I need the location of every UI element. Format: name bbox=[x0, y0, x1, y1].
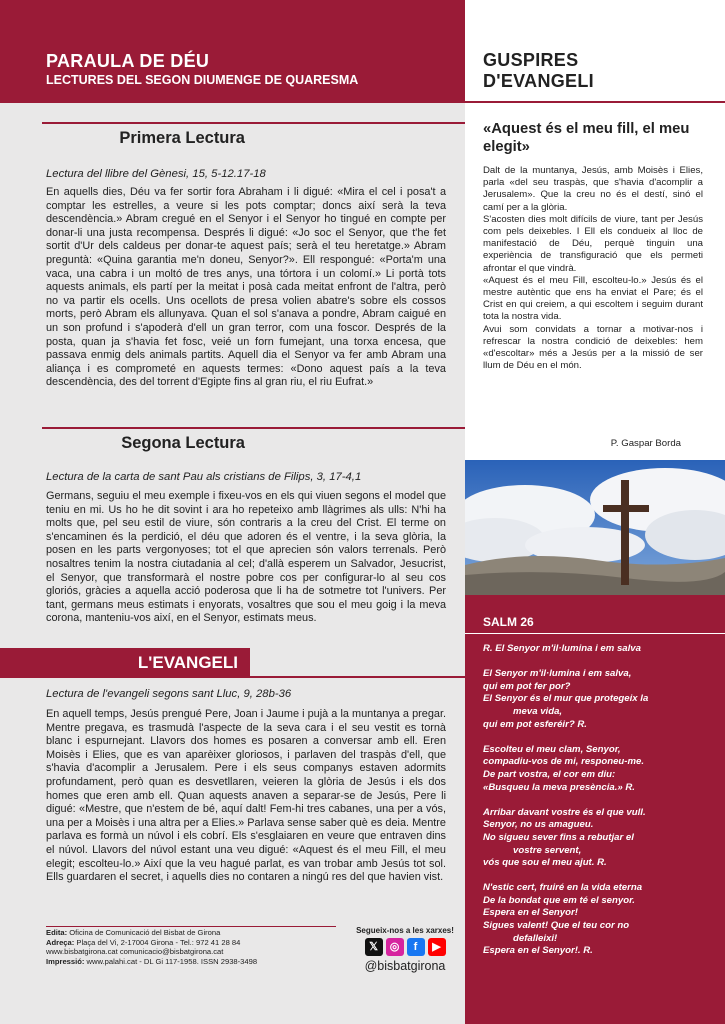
psalm-stanza bbox=[483, 744, 718, 794]
verse-line: qui em pot fer por? bbox=[483, 680, 571, 692]
verse-line: De part vostra, el cor em diu: bbox=[483, 768, 616, 780]
divider bbox=[465, 633, 725, 634]
first-reading-ref: Lectura del llibre del Gènesi, 15, 5-12.17-18 bbox=[46, 168, 266, 180]
guspires-title-2: D'EVANGELI bbox=[483, 71, 594, 91]
page-header bbox=[0, 0, 465, 103]
verse-line: vostre servent, bbox=[513, 844, 582, 856]
cross-photo bbox=[465, 460, 725, 595]
second-reading-text: Germans, seguiu el meu exemple i fixeu-vos en els qui viuen segons el model que teniu en mi. Us ho he dit sovint i ara ho repeteixo amb llàgrimes als ulls: N'hi ha molts que, pel seu estil de viure, són contraris a la creu del Crist. El terme on s'encaminen és la perdició, el déu que adoren és el ventre, i la seva glòria, la posen en les parts vergonyoses; tot el que aprecien són valors terrenals. Però nosaltres tenim la nostra ciutadania al cel; d'allà esperem un Salvador, Jesucrist, el Senyor, que transformarà el nostre pobre cos per configurar-lo al seu cos gloriós, gràcies a aquella acció poderosa que li ha de sotmetre tot l'univers. Per tant, germans meus estimats i enyorats, vosaltres que sou el meu goig i la meva corona, manteniu-vos així, en el Senyor, estimats meus. bbox=[46, 490, 446, 625]
instagram-icon[interactable]: ◎ bbox=[386, 938, 404, 956]
psalm-response: R. El Senyor m'il·lumina i em salva bbox=[483, 643, 641, 654]
social-block bbox=[350, 926, 460, 973]
verse-line: El Senyor és el mur que protegeix la bbox=[483, 693, 649, 705]
verse-line: compadiu-vos de mi, responeu-me. bbox=[483, 756, 644, 768]
adreca-value: Plaça del Vi, 2-17004 Girona - Tel.: 972 41 28 84 bbox=[76, 937, 241, 947]
first-reading-text: En aquells dies, Déu va fer sortir fora Abraham i li digué: «Mira el cel i posa't a comptar les estrelles, a veure si les pots comptar; doncs així serà la teva descendència.» Abram cregué en el Senyor i el Senyor ho tingué en compte per donar-li una justa recompensa. Després li digué: «Jo soc el Senyor, que t'he fet sortit d'Ur dels caldeus per donar-te aquest país; serà el teu heretatge.» Abram preguntà: «Quina garantia me'n doneu, Senyor?». Ell respongué: «Porta'm una vaca, una cabra i un moltó de tres anys, una tórtora i un colomí.» Li portà tots aquests animals, els partí per la meitat i posà cada meitat enfront de l'altra, però no va partir els ocells. Uns ocellots de presa volien abatre's sobre els cossos morts, però Abram els allunyava. Quan el sol s'anava a pondre, Abram caigué en un son profund i s'apoderà d'ell un gran terror, com una foscor. Després de la posta, quan ja s'havia fet fosc, veié un forn fumejant, una torxa encesa, que passava enmig dels animals partits. Aquell dia el Senyor va fer amb Abram una aliança i es comprometé en aquests termes: «Dono aquest país a la teva descendència, des del torrent d'Egipte fins al gran riu, el riu Eufrat.» bbox=[46, 186, 446, 389]
first-reading-title: Primera Lectura bbox=[119, 129, 245, 147]
impressio-value: www.palahi.cat - DL Gi 117-1958. ISSN 2938-3498 bbox=[86, 956, 258, 966]
divider bbox=[46, 926, 336, 927]
psalm-stanza bbox=[483, 668, 718, 731]
gospel-heading bbox=[0, 648, 250, 678]
verse-line: Espera en el Senyor! bbox=[483, 907, 578, 919]
impressio-label: Impressió: bbox=[46, 956, 85, 966]
verse-line: qui em pot esferéir? R. bbox=[483, 718, 587, 730]
x-icon[interactable]: 𝕏 bbox=[365, 938, 383, 956]
verse-line: De la bondat que em té el senyor. bbox=[483, 894, 635, 906]
divider bbox=[42, 427, 465, 429]
first-reading-heading bbox=[42, 122, 465, 154]
psalm-stanza bbox=[483, 807, 718, 870]
second-reading-heading bbox=[42, 427, 465, 459]
psalm-block bbox=[465, 595, 725, 1024]
guspires-paragraph: S'acosten dies molt difícils de viure, tant per Jesús com pels deixebles. I Ell els condueix al lloc de manifestació de Déu, perquè tinguin una experiència de transfiguració que els permeti afrontar el que vindrà. bbox=[483, 213, 703, 274]
guspires-body bbox=[483, 165, 703, 372]
gospel-text: En aquell temps, Jesús prengué Pere, Joan i Jaume i pujà a la muntanya a pregar. Mentre pregava, es trasmudà l'aspecte de la seva cara i el seu vestit es tornà blanc i espurnejant. Llavors dos homes es posaren a conversar amb ell. Eren Moisès i Elies, que es van aparèixer gloriosos, i parlaven del traspàs d'ell, que s'havia d'acomplir a Jerusalem. Pere i els seus companys estaven adormits profundament, però quan es desvetllaren, veieren la glòria de Jesús i els dos homes que eren amb ell. Quan aquests anaven a separar-se de Jesús, Pere li digué: «Mestre, que n'estem de bé, aquí dalt! Fem-hi tres cabanes, una per a vós, una per a Moisès i una altra per a Elies.» Parlava sense saber què es deia. Mentre parlava es formà un núvol i els cobrí. Els s'esglaiaren en veure que entraven dins el núvol. Llavors del núvol estant una veu digué: «Aquest és el meu Fill, el meu elegit; escolteu-lo.» Així que la veu hagué parlat, es van trobar amb Jesús tot sol. Ells guardaren el secret, i aquells dies no contaren a ningú res del que havien vist. bbox=[46, 708, 446, 884]
verse-line: N'estic cert, fruiré en la vida eterna bbox=[483, 882, 643, 894]
verse-line: defalleixi! bbox=[513, 932, 558, 944]
guspires-title-1: GUSPIRES bbox=[483, 50, 579, 70]
psalm-verses bbox=[483, 643, 718, 970]
social-handle[interactable]: @bisbatgirona bbox=[364, 959, 446, 973]
guspires-paragraph: «Aquest és el meu Fill, escolteu-lo.» Jesús és el mestre autèntic que ens ha enviat el Pare; és el Crist en qui creiem, a qui escoltem i seguim durant tota la nostra vida. bbox=[483, 274, 703, 323]
guspires-signature: P. Gaspar Borda bbox=[610, 438, 681, 449]
social-icons bbox=[350, 938, 460, 956]
guspires-paragraph: Dalt de la muntanya, Jesús, amb Moisès i Elies, parla «del seu traspàs, que s'havia d'acomplir a Jerusalem». Que la creu no és el destí, sinó el camí per a la glòria. bbox=[483, 165, 703, 213]
divider bbox=[465, 101, 725, 103]
web-contact[interactable]: www.bisbatgirona.cat comunicacio@bisbatgirona.cat bbox=[46, 947, 224, 957]
psalm-stanza bbox=[483, 882, 718, 958]
sidebar-column bbox=[465, 0, 725, 1024]
verse-line: meva vida, bbox=[513, 705, 563, 717]
verse-line: vós que sou el meu ajut. R. bbox=[483, 857, 607, 869]
edita-label: Edita: bbox=[46, 928, 68, 937]
facebook-icon[interactable]: f bbox=[407, 938, 425, 956]
gospel-ref: Lectura de l'evangeli segons sant Lluc, 9, 28b-36 bbox=[46, 688, 292, 700]
guspires-paragraph: Avui som convidats a tornar a motivar-nos i refrescar la nostra condició de deixebles: hem «d'escoltar» més a Jesús per a la missió de ser llum de Déu en el món. bbox=[483, 323, 703, 372]
adreca-label: Adreça: bbox=[46, 937, 75, 947]
verse-line: No sigueu sever fins a rebutjar el bbox=[483, 831, 634, 843]
divider bbox=[250, 676, 465, 678]
verse-line: Senyor, no us amagueu. bbox=[483, 819, 594, 831]
second-reading-title: Segona Lectura bbox=[121, 434, 245, 452]
verse-line: Espera en el Senyor!. R. bbox=[483, 945, 593, 957]
psalm-title: SALM 26 bbox=[483, 615, 534, 629]
verse-line: Escolteu el meu clam, Senyor, bbox=[483, 743, 621, 755]
youtube-icon[interactable]: ▶ bbox=[428, 938, 446, 956]
verse-line: El Senyor m'il·lumina i em salva, bbox=[483, 668, 632, 680]
edita-value: Oficina de Comunicació del Bisbat de Girona bbox=[69, 928, 221, 937]
page-title: PARAULA DE DÉU bbox=[46, 51, 210, 71]
verse-line: Sigues valent! Que el teu cor no bbox=[483, 920, 630, 932]
guspires-header bbox=[465, 0, 725, 103]
social-label: Segueix-nos a les xarxes! bbox=[356, 926, 454, 935]
verse-line: Arribar davant vostre és el que vull. bbox=[483, 806, 646, 818]
divider bbox=[42, 122, 465, 124]
guspires-quote: «Aquest és el meu fill, el meu elegit» bbox=[483, 121, 690, 155]
page-subtitle: LECTURES DEL SEGON DIUMENGE DE QUARESMA bbox=[46, 73, 359, 87]
second-reading-ref: Lectura de la carta de sant Pau als cristians de Filips, 3, 17-4,1 bbox=[46, 471, 362, 483]
verse-line: «Busqueu la meva presència.» R. bbox=[483, 781, 635, 793]
gospel-title: L'EVANGELI bbox=[137, 653, 238, 672]
cross-image bbox=[465, 460, 725, 595]
footer-credits bbox=[46, 928, 346, 966]
